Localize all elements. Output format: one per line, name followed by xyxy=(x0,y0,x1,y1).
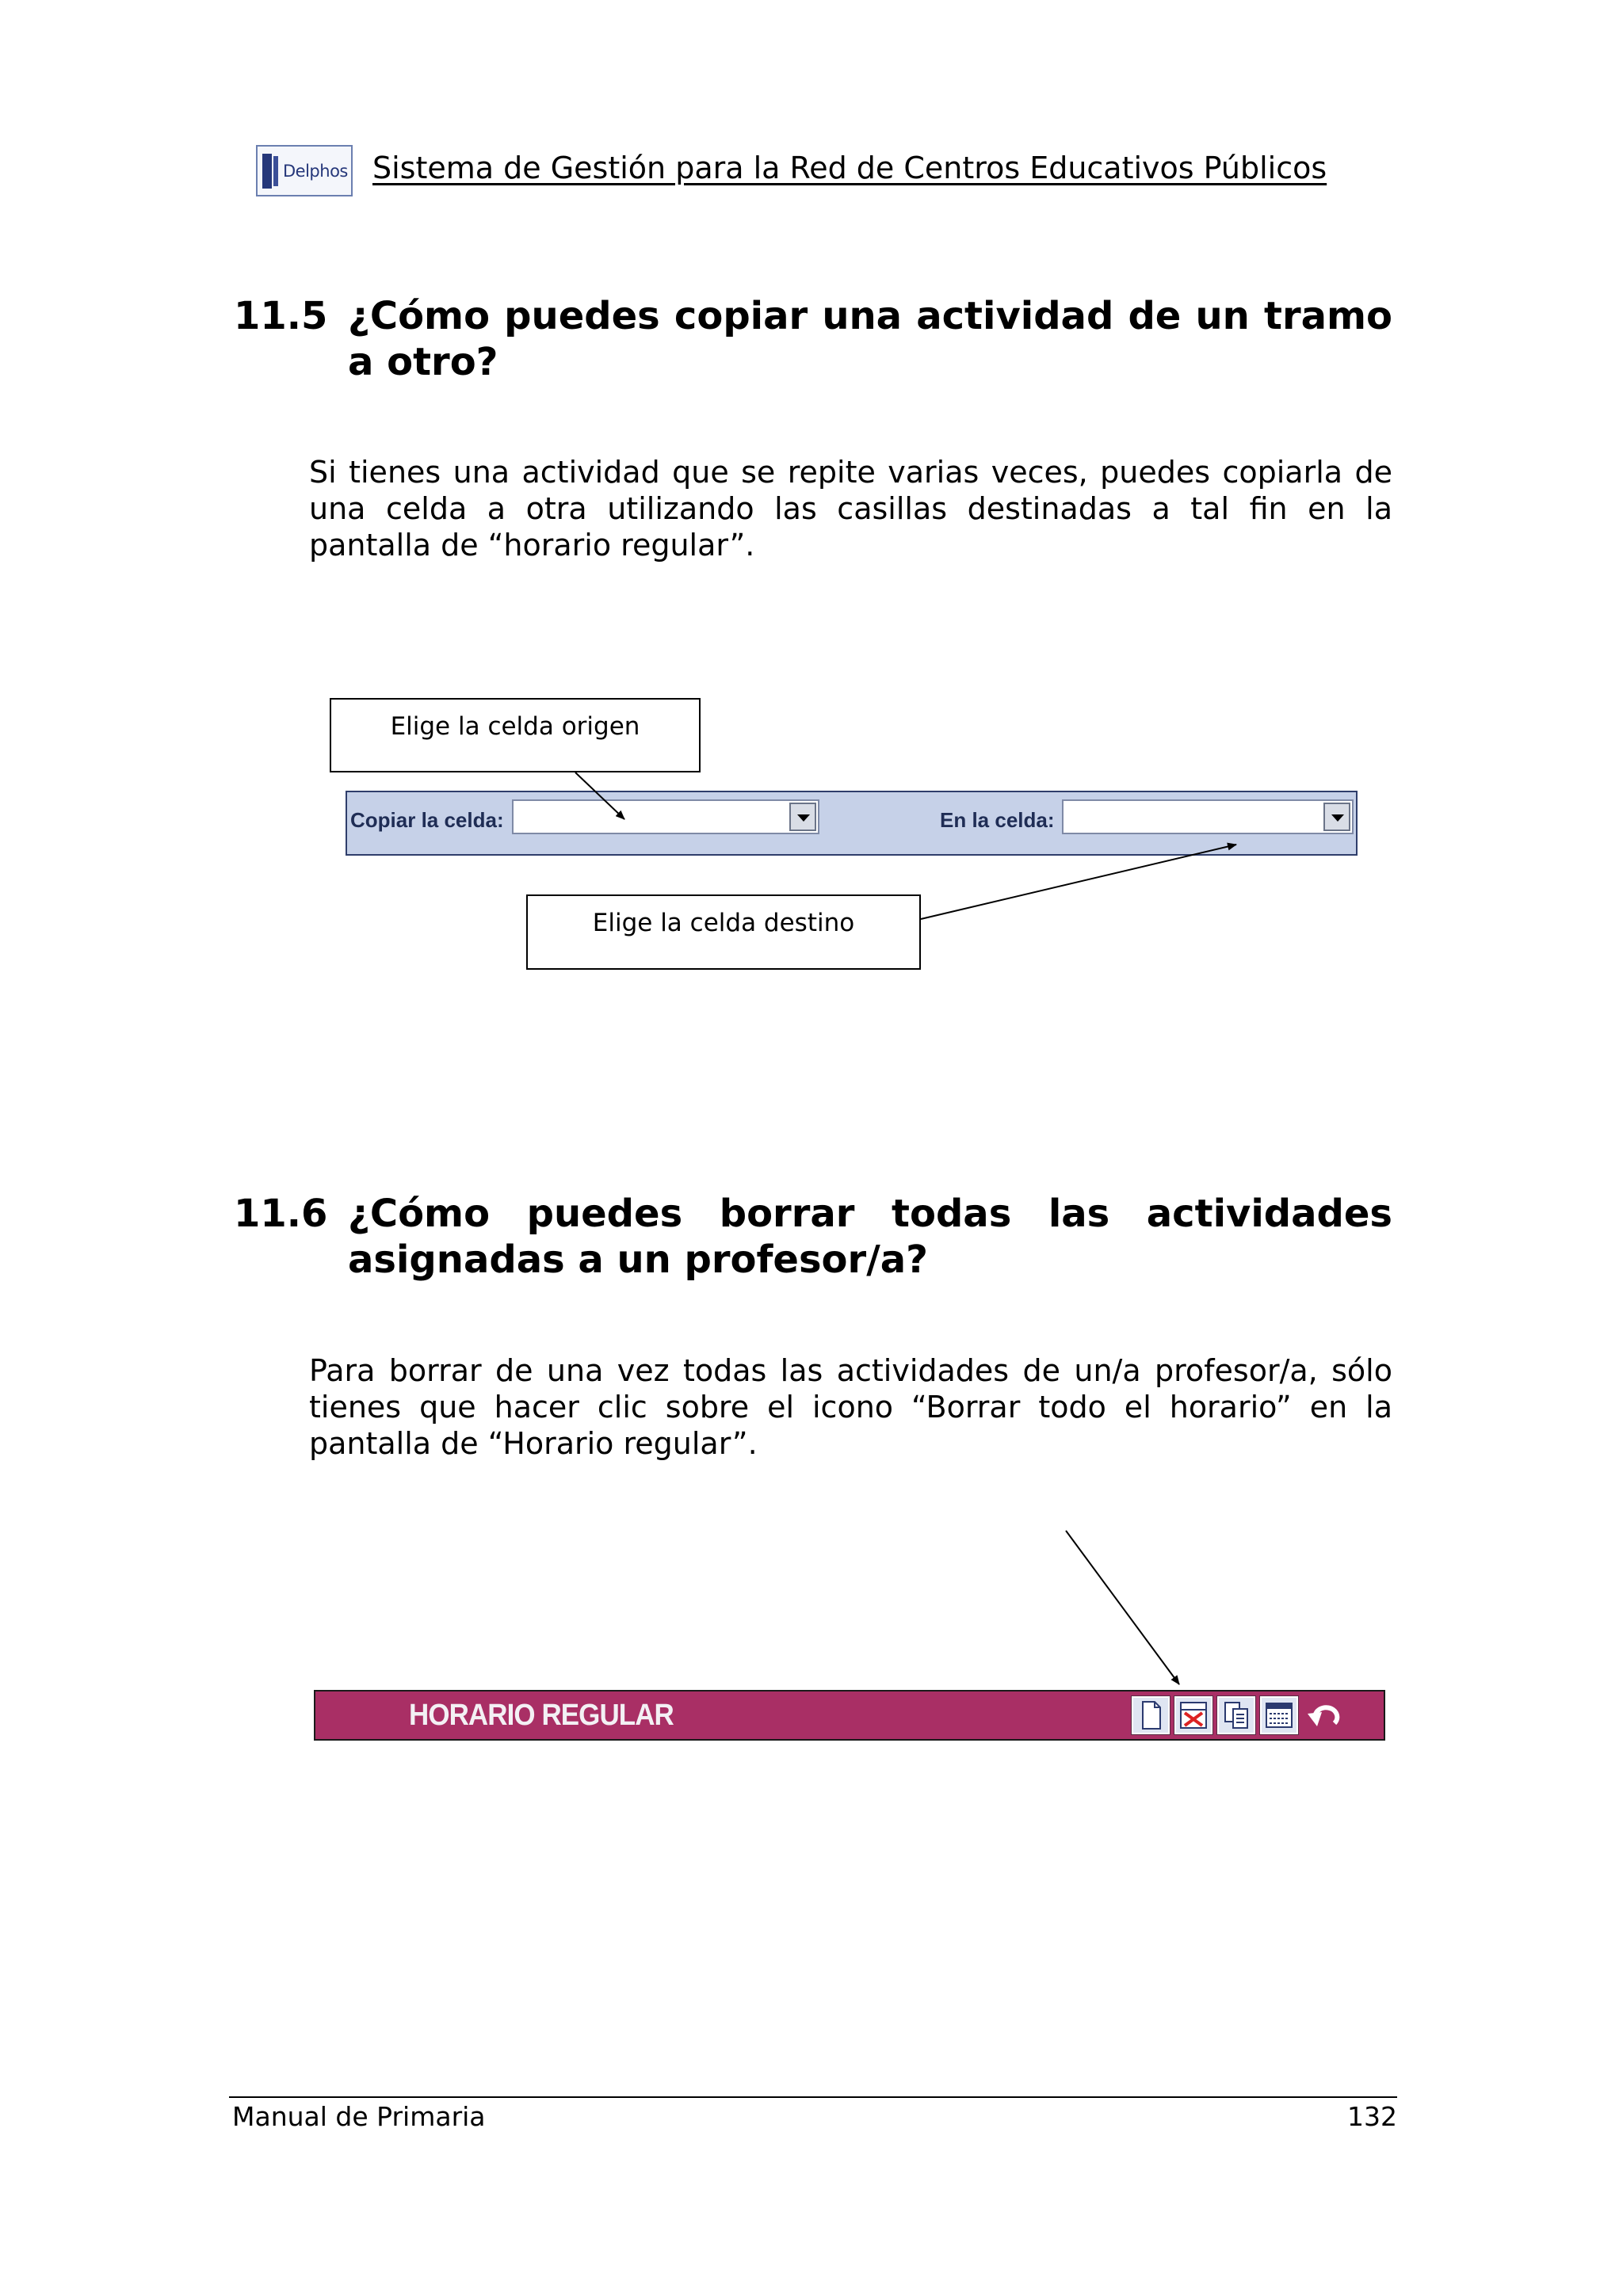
section-11-5-number: 11.5 xyxy=(234,294,328,338)
delphos-logo xyxy=(256,145,353,196)
callout-origin-text: Elige la celda origen xyxy=(390,712,640,741)
section-11-6-paragraph xyxy=(309,1352,1392,1462)
copy-source-label: Copiar la celda: xyxy=(350,808,504,832)
horario-regular-title: HORARIO REGULAR xyxy=(409,1699,674,1732)
calendar-icon[interactable] xyxy=(1260,1696,1298,1734)
section-11-5-paragraph xyxy=(309,454,1392,563)
paragraph-line: una celda a otra utilizando las casillas destinadas a tal fin en la xyxy=(309,491,1392,526)
arrow-to-target-cell xyxy=(921,845,1236,919)
arrow-to-delete-icon xyxy=(1066,1531,1179,1684)
paragraph-line: tienes que hacer clic sobre el icono “Borrar todo el horario” en la xyxy=(309,1390,1392,1425)
section-11-5-title-line1: ¿Cómo puedes copiar una actividad de un tramo xyxy=(348,294,1392,338)
callout-destination-text: Elige la celda destino xyxy=(592,909,855,937)
chevron-down-icon[interactable] xyxy=(1323,803,1350,831)
copy-target-label: En la celda: xyxy=(940,808,1055,832)
copy-target-select[interactable] xyxy=(1062,799,1354,834)
header-title: Sistema de Gestión para la Red de Centros Educativos Públicos xyxy=(372,151,1327,185)
copy-cell-bar xyxy=(346,791,1358,856)
horario-regular-bar xyxy=(314,1690,1385,1741)
paragraph-line: Si tienes una actividad que se repite varias veces, puedes copiarla de xyxy=(309,455,1392,490)
chevron-down-icon[interactable] xyxy=(789,803,816,831)
section-11-6-title-line2: asignadas a un profesor/a? xyxy=(348,1238,928,1282)
callout-destination xyxy=(526,894,921,970)
paragraph-line: pantalla de “horario regular”. xyxy=(309,528,755,563)
logo-pillar-icon xyxy=(262,154,272,189)
callout-origin xyxy=(330,698,701,772)
logo-pillar-small-icon xyxy=(273,156,278,186)
paragraph-line: pantalla de “Horario regular”. xyxy=(309,1426,758,1461)
section-11-6-number: 11.6 xyxy=(234,1192,328,1236)
undo-icon[interactable] xyxy=(1303,1696,1344,1734)
copy-source-select[interactable] xyxy=(512,799,819,834)
logo-text: Delphos xyxy=(283,161,348,181)
section-11-5-title-line2: a otro? xyxy=(348,340,498,384)
new-document-icon[interactable] xyxy=(1132,1696,1170,1734)
section-11-6-title-line1: ¿Cómo puedes borrar todas las actividades xyxy=(348,1192,1392,1236)
copy-document-icon[interactable] xyxy=(1217,1696,1255,1734)
footer-page-number: 132 xyxy=(1347,2101,1397,2132)
paragraph-line: Para borrar de una vez todas las actividades de un/a profesor/a, sólo xyxy=(309,1353,1392,1388)
footer-divider xyxy=(229,2096,1397,2098)
footer-manual-title: Manual de Primaria xyxy=(232,2101,486,2132)
delete-all-schedule-icon[interactable] xyxy=(1174,1696,1212,1734)
